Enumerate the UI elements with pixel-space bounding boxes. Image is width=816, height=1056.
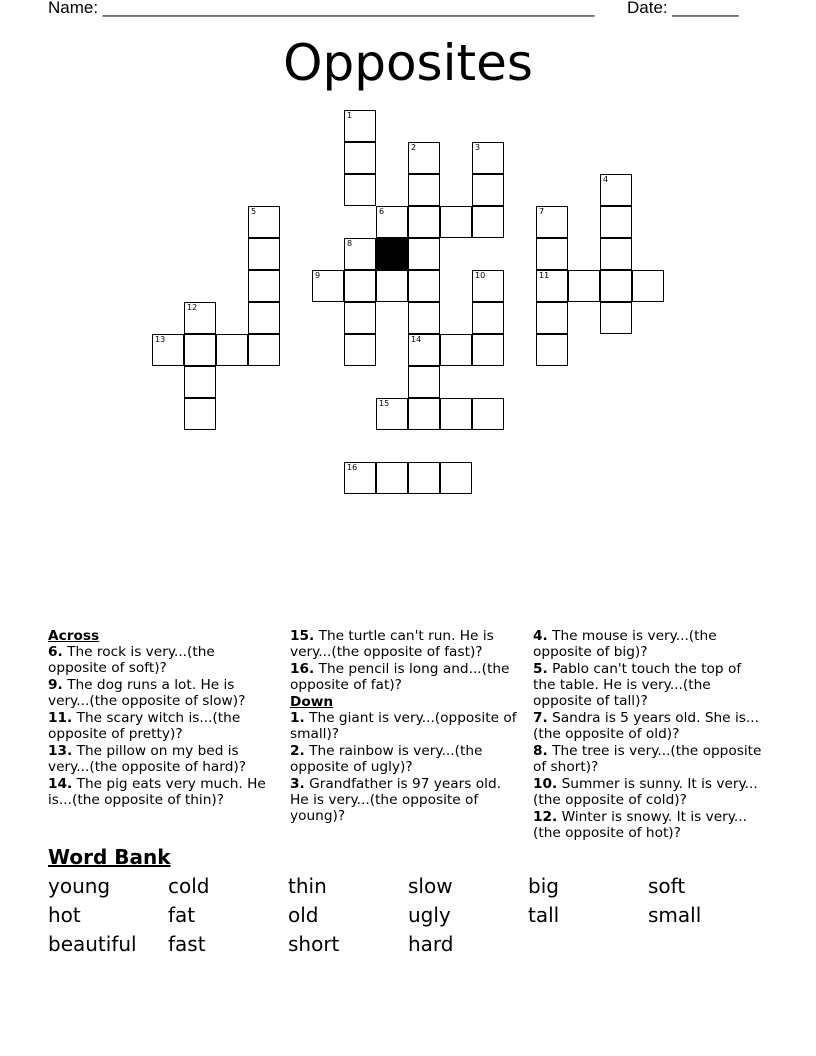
- clue-number-label: 13: [155, 335, 166, 344]
- word-bank-item: hot: [48, 903, 81, 927]
- crossword-cell[interactable]: [408, 302, 440, 334]
- clue-number: 15.: [290, 628, 315, 644]
- page-title: Opposites: [283, 34, 533, 92]
- clue-text: Pablo can't touch the top of the table. He is very...(the opposite of tall)?: [533, 661, 742, 709]
- clue-number: 4.: [533, 628, 548, 644]
- crossword-cell[interactable]: [152, 334, 184, 366]
- word-bank: [48, 873, 768, 957]
- crossword-cell[interactable]: [376, 462, 408, 494]
- crossword-cell[interactable]: [440, 398, 472, 430]
- crossword-cell[interactable]: [408, 334, 440, 366]
- clue-number-label: 10: [475, 271, 486, 280]
- crossword-cell[interactable]: [536, 206, 568, 238]
- crossword-cell[interactable]: [344, 334, 376, 366]
- crossword-cell[interactable]: [440, 206, 472, 238]
- word-bank-item: fat: [168, 903, 196, 927]
- word-bank-item: tall: [528, 903, 560, 927]
- clue-number: 7.: [533, 710, 548, 726]
- clue-number-label: 8: [347, 239, 353, 248]
- clue-number-label: 7: [539, 207, 545, 216]
- clue-number: 1.: [290, 710, 305, 726]
- clue-number-label: 2: [411, 143, 417, 152]
- clue-number-label: 6: [379, 207, 385, 216]
- clues-column-2: [290, 628, 522, 825]
- clue-number-label: 11: [539, 271, 550, 280]
- crossword-cell[interactable]: [536, 270, 568, 302]
- clue-number: 2.: [290, 743, 305, 759]
- word-bank-item: slow: [408, 874, 453, 898]
- crossword-cell[interactable]: [184, 302, 216, 334]
- crossword-cell[interactable]: [376, 206, 408, 238]
- word-bank-item: young: [48, 874, 111, 898]
- crossword-cell[interactable]: [568, 270, 600, 302]
- crossword-cell[interactable]: [472, 270, 504, 302]
- crossword-cell[interactable]: [216, 334, 248, 366]
- clue-down-1: [290, 710, 522, 742]
- crossword-cell[interactable]: [536, 334, 568, 366]
- crossword-cell[interactable]: [344, 142, 376, 174]
- crossword-cell[interactable]: [312, 270, 344, 302]
- crossword-cell[interactable]: [344, 302, 376, 334]
- word-bank-item: thin: [288, 874, 327, 898]
- clue-across-13: [48, 743, 276, 775]
- clue-number: 9.: [48, 677, 63, 693]
- crossword-cell[interactable]: [600, 270, 632, 302]
- clue-text: The rock is very...(the opposite of soft)?: [48, 644, 215, 676]
- crossword-cell[interactable]: [600, 206, 632, 238]
- clue-number-label: 12: [187, 303, 198, 312]
- word-bank-item: soft: [648, 874, 686, 898]
- word-bank-item: short: [288, 932, 340, 956]
- clue-text: The dog runs a lot. He is very...(the opposite of slow)?: [48, 677, 246, 709]
- clue-text: The tree is very...(the opposite of short)?: [533, 743, 762, 775]
- crossword-cell[interactable]: [376, 270, 408, 302]
- clue-across-9: [48, 677, 276, 709]
- across-heading: Across: [48, 628, 100, 644]
- clue-text: Winter is snowy. It is very...(the opposite of hot)?: [533, 809, 747, 841]
- crossword-cell[interactable]: [600, 238, 632, 270]
- clue-number: 5.: [533, 661, 548, 677]
- clue-number-label: 3: [475, 143, 481, 152]
- crossword-cell[interactable]: [408, 174, 440, 206]
- crossword-cell[interactable]: [248, 270, 280, 302]
- crossword-cell[interactable]: [536, 238, 568, 270]
- crossword-cell[interactable]: [376, 398, 408, 430]
- clue-down-3: [290, 776, 522, 824]
- clue-text: Grandfather is 97 years old. He is very...(the opposite of young)?: [290, 776, 502, 824]
- word-bank-title: Word Bank: [48, 845, 171, 869]
- word-bank-item: cold: [168, 874, 210, 898]
- word-bank-item: old: [288, 903, 319, 927]
- crossword-cell[interactable]: [248, 302, 280, 334]
- crossword-cell[interactable]: [184, 334, 216, 366]
- clue-text: The giant is very...(opposite of small)?: [290, 710, 517, 742]
- word-bank-item: small: [648, 903, 702, 927]
- clue-down-12: [533, 809, 763, 841]
- clue-text: The pig eats very much. He is...(the opposite of thin)?: [48, 776, 266, 808]
- clue-number: 11.: [48, 710, 73, 726]
- crossword-cell[interactable]: [344, 174, 376, 206]
- crossword-cell[interactable]: [248, 238, 280, 270]
- down-heading: Down: [290, 694, 334, 710]
- word-bank-item: fast: [168, 932, 206, 956]
- crossword-cell[interactable]: [408, 238, 440, 270]
- clue-across-14: [48, 776, 276, 808]
- crossword-cell[interactable]: [344, 462, 376, 494]
- clue-number-label: 15: [379, 399, 390, 408]
- clue-number: 14.: [48, 776, 73, 792]
- clue-number-label: 14: [411, 335, 422, 344]
- clue-down-2: [290, 743, 522, 775]
- crossword-cell[interactable]: [600, 174, 632, 206]
- crossword-cell[interactable]: [344, 270, 376, 302]
- clue-text: The turtle can't run. He is very...(the opposite of fast)?: [290, 628, 494, 660]
- crossword-cell[interactable]: [472, 142, 504, 174]
- clue-down-4: [533, 628, 763, 660]
- crossword-cell[interactable]: [408, 142, 440, 174]
- crossword-cell[interactable]: [408, 270, 440, 302]
- crossword-cell[interactable]: [344, 110, 376, 142]
- clue-text: The rainbow is very...(the opposite of ugly)?: [290, 743, 483, 775]
- word-bank-item: beautiful: [48, 932, 137, 956]
- clue-number: 16.: [290, 661, 315, 677]
- clue-down-5: [533, 661, 763, 709]
- clue-number: 10.: [533, 776, 558, 792]
- clue-number-label: 5: [251, 207, 257, 216]
- clues-column-3: [533, 628, 763, 842]
- clue-text: The scary witch is...(the opposite of pretty)?: [48, 710, 241, 742]
- crossword-cell[interactable]: [472, 174, 504, 206]
- clue-across-11: [48, 710, 276, 742]
- clue-number: 3.: [290, 776, 305, 792]
- clue-down-10: [533, 776, 763, 808]
- crossword-cell[interactable]: [440, 462, 472, 494]
- clue-number-label: 4: [603, 175, 609, 184]
- crossword-cell[interactable]: [248, 334, 280, 366]
- crossword-cell[interactable]: [472, 206, 504, 238]
- crossword-cell[interactable]: [472, 302, 504, 334]
- crossword-cell[interactable]: [472, 334, 504, 366]
- crossword-cell[interactable]: [408, 398, 440, 430]
- name-field-label: Name: ____________________________________________________: [48, 0, 595, 17]
- word-bank-item: ugly: [408, 903, 451, 927]
- crossword-cell[interactable]: [408, 462, 440, 494]
- crossword-cell[interactable]: [440, 334, 472, 366]
- clue-text: Sandra is 5 years old. She is...(the opposite of old)?: [533, 710, 759, 742]
- clue-down-8: [533, 743, 763, 775]
- clues-column-1: [48, 628, 276, 809]
- crossword-cell[interactable]: [184, 398, 216, 430]
- clue-text: The pencil is long and...(the opposite of fat)?: [290, 661, 510, 693]
- crossword-cell[interactable]: [632, 270, 664, 302]
- word-bank-item: hard: [408, 932, 454, 956]
- clue-number-label: 9: [315, 271, 321, 280]
- clue-number: 8.: [533, 743, 548, 759]
- clue-number-label: 1: [347, 111, 353, 120]
- date-field-label: Date: _______: [627, 0, 739, 17]
- clue-text: The mouse is very...(the opposite of big)?: [533, 628, 717, 660]
- clue-across-15: [290, 628, 522, 660]
- clue-text: Summer is sunny. It is very...(the opposite of cold)?: [533, 776, 758, 808]
- crossword-block: [376, 238, 408, 270]
- crossword-cell[interactable]: [472, 398, 504, 430]
- clue-number: 12.: [533, 809, 558, 825]
- crossword-cell[interactable]: [248, 206, 280, 238]
- crossword-grid: [0, 0, 816, 520]
- crossword-cell[interactable]: [408, 366, 440, 398]
- clue-across-16: [290, 661, 522, 693]
- crossword-cell[interactable]: [344, 238, 376, 270]
- clue-number: 6.: [48, 644, 63, 660]
- word-bank-item: big: [528, 874, 559, 898]
- crossword-cell[interactable]: [408, 206, 440, 238]
- clue-number-label: 16: [347, 463, 358, 472]
- clue-across-6: [48, 644, 276, 676]
- clue-text: The pillow on my bed is very...(the opposite of hard)?: [48, 743, 246, 775]
- crossword-cell[interactable]: [536, 302, 568, 334]
- clue-number: 13.: [48, 743, 73, 759]
- clue-down-7: [533, 710, 763, 742]
- crossword-cell[interactable]: [600, 302, 632, 334]
- crossword-cell[interactable]: [184, 366, 216, 398]
